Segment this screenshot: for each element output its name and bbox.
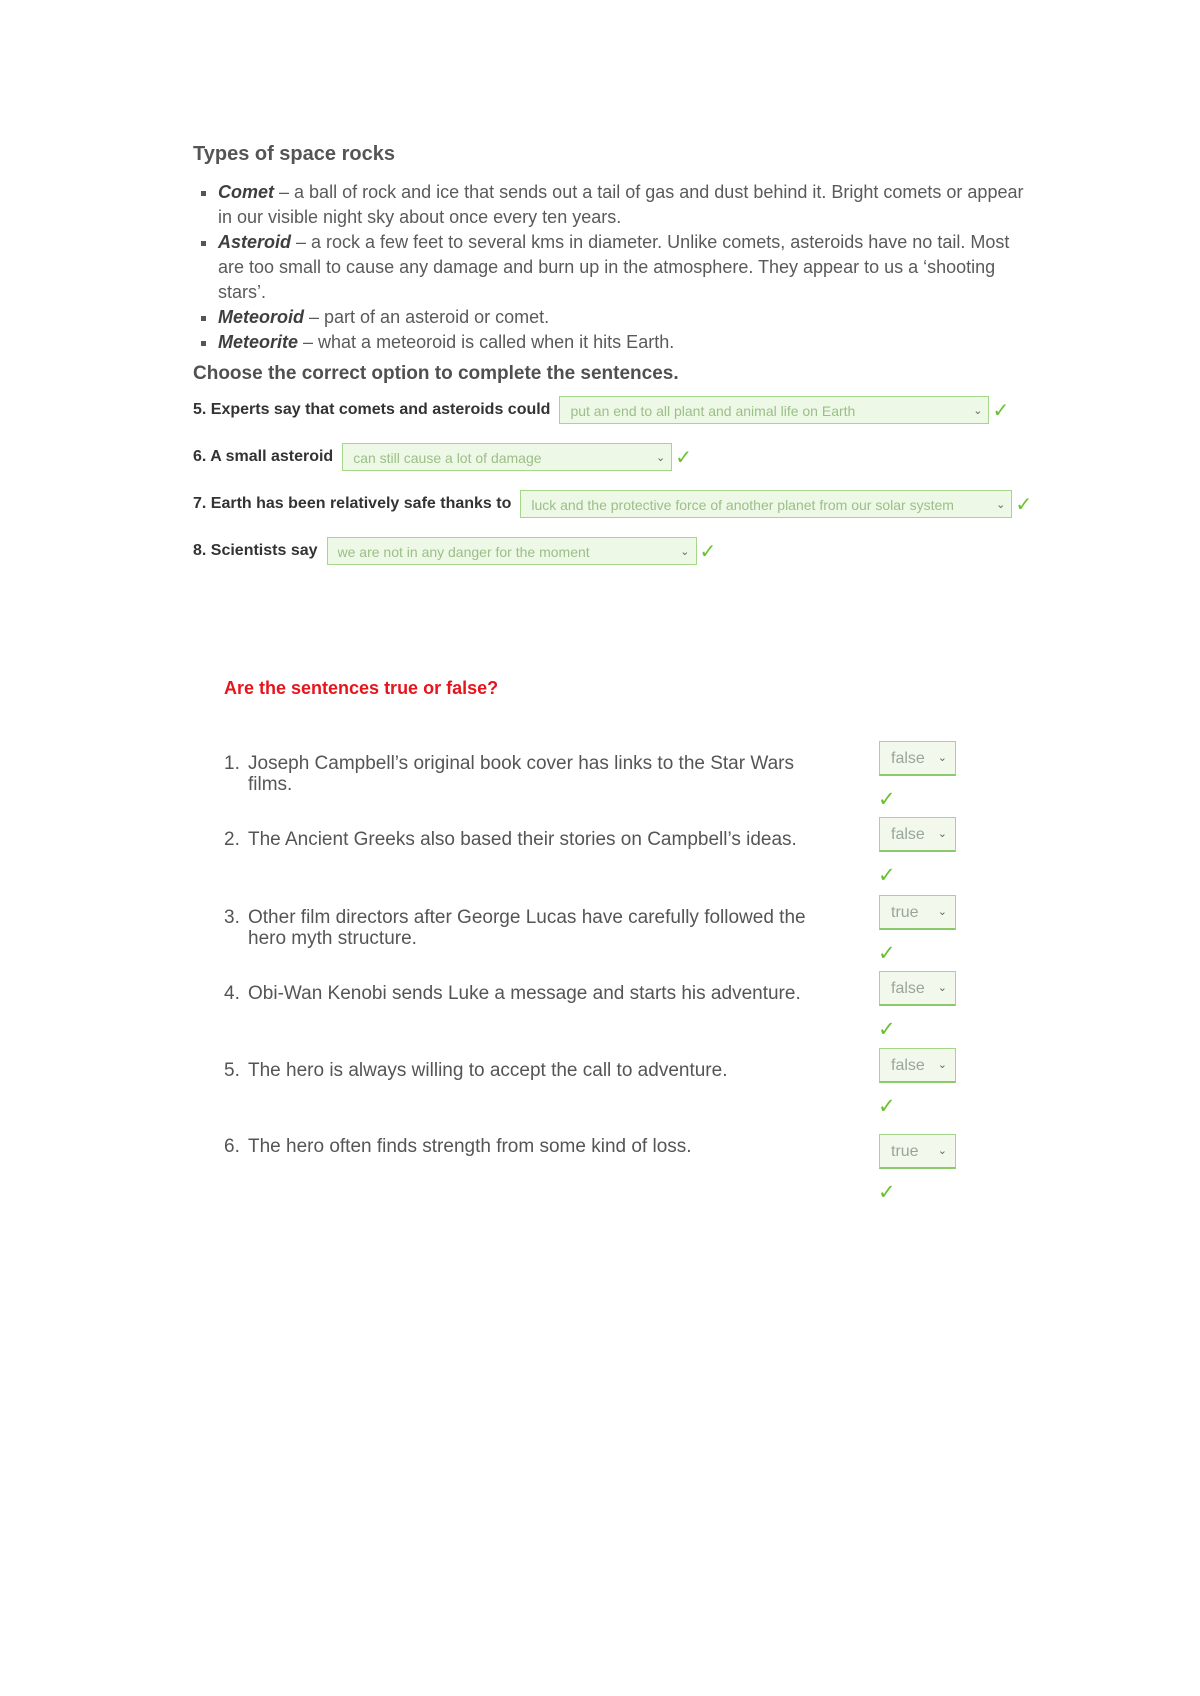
check-icon: ✓ [878,1181,896,1204]
true-false-select[interactable]: false ⌄ [879,817,956,852]
chevron-down-icon: ⌄ [937,1145,947,1157]
item-number: 3. [224,907,240,928]
list-item: Comet – a ball of rock and ice that sends out a tail of gas and dust behind it. Bright comets or appear in our visible night sky about once every ten years. [218,180,1033,230]
true-false-select[interactable]: false ⌄ [879,741,956,776]
term: Meteoroid [218,307,305,327]
true-false-select[interactable]: true ⌄ [879,895,956,930]
chevron-down-icon: ⌄ [996,499,1006,511]
definition: a ball of rock and ice that sends out a tail of gas and dust behind it. Bright comets or appear in our visible night sky about once every ten years. [218,182,1024,227]
check-icon: ✓ [878,1018,896,1041]
definition: a rock a few feet to several kms in diameter. Unlike comets, asteroids have no tail. Most are too small to cause any damage and burn up in the atmosphere. They appear to us a ‘shooting stars’. [218,232,1010,302]
definition: part of an asteroid or comet. [324,307,550,327]
term: Comet [218,182,275,202]
chevron-down-icon: ⌄ [680,546,690,558]
instruction-text: Choose the correct option to complete the sentences. [193,363,679,384]
chevron-down-icon: ⌄ [937,906,947,918]
question-row [193,395,1033,425]
item-number: 5. [224,1060,240,1081]
true-false-select[interactable]: false ⌄ [879,971,956,1006]
check-icon: ✓ [878,1095,896,1118]
true-false-select[interactable]: false ⌄ [879,1048,956,1083]
statement: 5. The hero is always willing to accept the call to adventure. [224,1060,728,1081]
chevron-down-icon: ⌄ [937,828,947,840]
item-number: 1. [224,753,240,774]
list-item: Meteoroid – part of an asteroid or comet. [218,305,1033,330]
space-rocks-section [193,143,1033,583]
definition: what a meteoroid is called when it hits Earth. [318,332,675,352]
chevron-down-icon: ⌄ [655,452,666,464]
check-icon: ✓ [878,942,896,965]
list-item: Meteorite – what a meteoroid is called when it hits Earth. [218,330,1033,355]
question-label: 7. Earth has been relatively safe thanks to [193,495,512,512]
list-item: Asteroid – a rock a few feet to several kms in diameter. Unlike comets, asteroids have no tail. Most are too small to cause any damage and burn up in the atmosphere. They appear to us a ‘shooting stars’. [218,230,1033,305]
question-label: 5. Experts say that comets and asteroids could [193,401,551,418]
rock-types-list [193,180,1033,355]
check-icon: ✓ [878,864,896,887]
chevron-down-icon: ⌄ [937,752,947,764]
check-icon: ✓ [699,540,717,563]
answer-select[interactable]: we are not in any danger for the moment ⌄ [327,537,697,565]
statement: 3. Other film directors after George Lucas have carefully followed the hero myth structure. [224,907,806,949]
item-number: 4. [224,983,240,1004]
question-label: 8. Scientists say [193,542,318,559]
section-heading: Types of space rocks [193,143,395,165]
check-icon: ✓ [675,446,692,469]
question-row [193,489,1033,519]
check-icon: ✓ [878,788,896,811]
statement: 2. The Ancient Greeks also based their stories on Campbell’s ideas. [224,829,797,850]
statement: 1. Joseph Campbell’s original book cover has links to the Star Wars films. [224,753,794,795]
answer-select[interactable]: can still cause a lot of damage ⌄ [342,443,672,471]
chevron-down-icon: ⌄ [937,982,947,994]
statement: 6. The hero often finds strength from some kind of loss. [224,1136,692,1157]
item-number: 6. [224,1136,240,1157]
term: Asteroid [218,232,292,252]
section-heading: Are the sentences true or false? [224,678,499,698]
chevron-down-icon: ⌄ [973,405,983,417]
question-row [193,442,1033,472]
check-icon: ✓ [1015,493,1033,516]
answer-select[interactable]: put an end to all plant and animal life on Earth ⌄ [559,396,989,424]
answer-select[interactable]: luck and the protective force of another planet from our solar system ⌄ [520,490,1012,518]
chevron-down-icon: ⌄ [937,1059,947,1071]
statement: 4. Obi-Wan Kenobi sends Luke a message and starts his adventure. [224,983,801,1004]
question-row [193,536,1033,566]
item-number: 2. [224,829,240,850]
check-icon: ✓ [992,399,1010,422]
term: Meteorite [218,332,299,352]
true-false-select[interactable]: true ⌄ [879,1134,956,1169]
question-label: 6. A small asteroid [193,448,334,465]
